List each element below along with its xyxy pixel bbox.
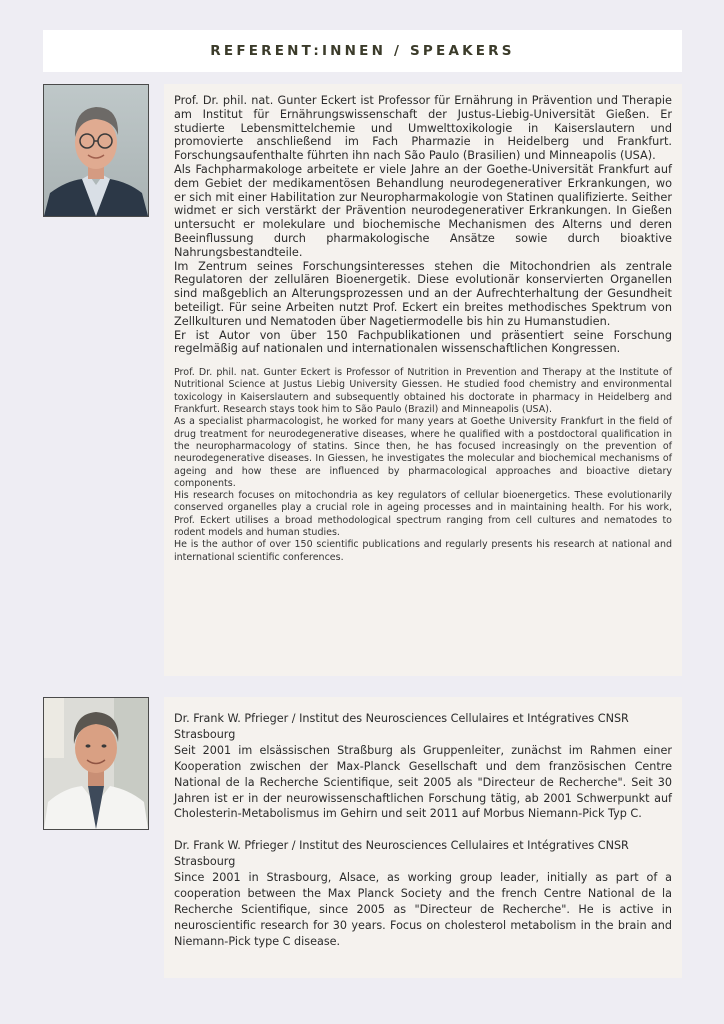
bio-english xyxy=(174,367,672,564)
bio-heading-english: Dr. Frank W. Pfrieger / Institut des Neurosciences Cellulaires et Intégratives CNSR Strasbourg xyxy=(174,839,629,869)
bio-paragraph: Seit 2001 im elsässischen Straßburg als Gruppenleiter, zunächst im Rahmen einer Kooperation zwischen der Max-Planck Gesellschaft und dem französischen Centre National de la Recherche Scientifique, seit 2005 als "Directeur de Recherche". Seit 30 Jahren ist er in der neurowissenschaftlichen Forschung tätig, ab 2001 Schwerpunkt auf Cholesterin-Metabolismus im Gehirn und seit 2011 auf Morbus Niemann-Pick Typ C. xyxy=(174,743,672,821)
bio-paragraph: As a specialist pharmacologist, he worked for many years at Goethe University Frankfurt in the field of drug treatment for neurodegenerative diseases, where he qualified with a postdoctoral qualification in the neuropharmacology of statins. Since then, he has focused increasingly on the prevention of neurodegenerative diseases. In Giessen, he investigates the molecular and biochemical mechanisms of ageing and how these are influenced by pharmacological approaches and bioactive dietary components. xyxy=(174,416,672,489)
bio-heading-german: Dr. Frank W. Pfrieger / Institut des Neurosciences Cellulaires et Intégratives CNSR Strasbourg xyxy=(174,712,629,741)
speaker-photo-eckert xyxy=(43,84,149,217)
page-header xyxy=(43,30,682,72)
bio-german xyxy=(174,94,672,356)
bio-paragraph: Er ist Autor von über 150 Fachpublikationen und präsentiert seine Forschung regelmäßig auf nationalen und internationalen wissenschaftlichen Kongressen. xyxy=(174,328,672,356)
speaker-bio-eckert xyxy=(164,84,682,676)
bio-paragraph: His research focuses on mitochondria as key regulators of cellular bioenergetics. These evolutionarily conserved organelles play a crucial role in ageing processes and in maintaining health. For his work, Prof. Eckert utilises a broad methodological spectrum ranging from cell cultures and nematodes to rodent models and human studies. xyxy=(174,490,672,538)
bio-paragraph: Im Zentrum seines Forschungsinteresses stehen die Mitochondrien als zentrale Regulatoren der zellulären Bioenergetik. Diese evolutionär konservierten Organellen sind maßgeblich an Alterungsprozessen und an der Aufrechterhaltung der Gesundheit beteiligt. Für seine Arbeiten nutzt Prof. Eckert ein breites methodisches Spektrum von Zellkulturen und Nematoden über Nagetiermodelle bis hin zu Humanstudien. xyxy=(174,259,672,328)
speaker-photo-pfrieger xyxy=(43,697,149,830)
bio-paragraph: Prof. Dr. phil. nat. Gunter Eckert is Professor of Nutrition in Prevention and Therapy at the Institute of Nutritional Science at Justus Liebig University Giessen. He studied food chemistry and environmental toxicology in Kaiserslautern and subsequently obtained his doctorate in pharmacy in Heidelberg and Frankfurt. Research stays took him to São Paulo (Brazil) and Minneapolis (USA). xyxy=(174,367,672,416)
bio-paragraph: Since 2001 in Strasbourg, Alsace, as working group leader, initially as part of a cooperation between the Max Planck Society and the french Centre National de la Recherche Scientifique, since 2005 as "Directeur de Recherche". He is active in neuroscientific research for 30 years. Focus on cholesterol metabolism in the brain and Niemann-Pick type C disease. xyxy=(174,871,672,948)
page-title: REFERENT:INNEN / SPEAKERS xyxy=(210,43,515,59)
bio-paragraph: Prof. Dr. phil. nat. Gunter Eckert ist Professor für Ernährung in Prävention und Therapie am Institut für Ernährungswissenschaft der Justus-Liebig-Universität Gießen. Er studierte Lebensmittelchemie und Umwelttoxikologie in Kaiserslautern und promovierte anschließend im Fach Pharmazie in Heidelberg und Frankfurt. Forschungsaufenthalte führten ihn nach São Paulo (Brasilien) und Minneapolis (USA). xyxy=(174,94,672,163)
bio-paragraph: Als Fachpharmakologe arbeitete er viele Jahre an der Goethe-Universität Frankfurt auf dem Gebiet der medikamentösen Behandlung neurodegenerativer Erkrankungen, wo er sich mit einer Habilitation zur Neuropharmakologie von Statinen qualifizierte. Seither widmet er sich verstärkt der Prävention neurodegenerativer Erkrankungen. In Gießen untersucht er molekulare und biochemische Mechanismen des Alterns und deren Beeinflussung durch pharmakologische Ansätze sowie durch bioaktive Nahrungsbestandteile. xyxy=(174,162,672,259)
speaker-bio-pfrieger xyxy=(164,697,682,978)
bio-paragraph: He is the author of over 150 scientific publications and regularly presents his research at national and international scientific conferences. xyxy=(174,539,672,563)
